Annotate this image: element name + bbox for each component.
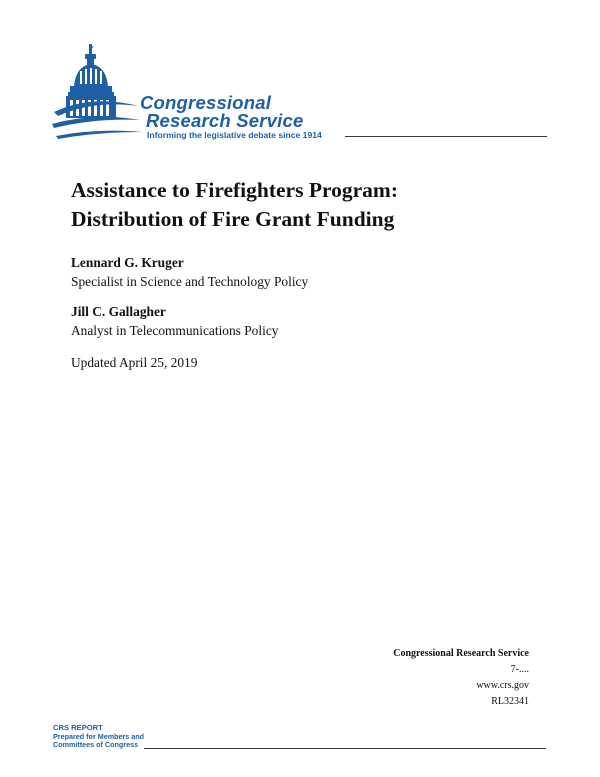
report-title-line2: Distribution of Fire Grant Funding [71, 207, 395, 231]
crs-website-link[interactable]: www.crs.gov [476, 680, 529, 691]
logo-tagline: Informing the legislative debate since 1914 [147, 130, 322, 140]
logo-divider [345, 136, 547, 137]
report-title [71, 176, 398, 234]
footer-label-line1: CRS REPORT [53, 723, 103, 732]
footer-label-line2: Prepared for Members and [53, 731, 145, 741]
logo-name-line2: Research Service [146, 110, 304, 131]
crs-info-block [393, 646, 529, 710]
footer-label [53, 724, 144, 750]
report-title-line1: Assistance to Firefighters Program: [71, 178, 398, 202]
author-role-1: Specialist in Science and Technology Policy [71, 274, 309, 289]
updated-date: Updated April 25, 2019 [71, 355, 198, 370]
author-role-2: Analyst in Telecommunications Policy [71, 323, 279, 338]
author-name-2: Jill C. Gallagher [71, 304, 166, 319]
author-name-1: Lennard G. Kruger [71, 255, 184, 270]
crs-code: 7-.... [510, 664, 529, 675]
logo-wordmark [140, 94, 303, 130]
crs-logo [52, 42, 552, 152]
footer-label-line3: Committees of Congress [53, 740, 139, 750]
crs-org-name: Congressional Research Service [393, 648, 529, 659]
report-number: RL32341 [491, 696, 529, 707]
footer-divider [144, 748, 546, 749]
logo-name-line1: Congressional [140, 92, 272, 113]
capitol-dome-icon [52, 42, 144, 142]
